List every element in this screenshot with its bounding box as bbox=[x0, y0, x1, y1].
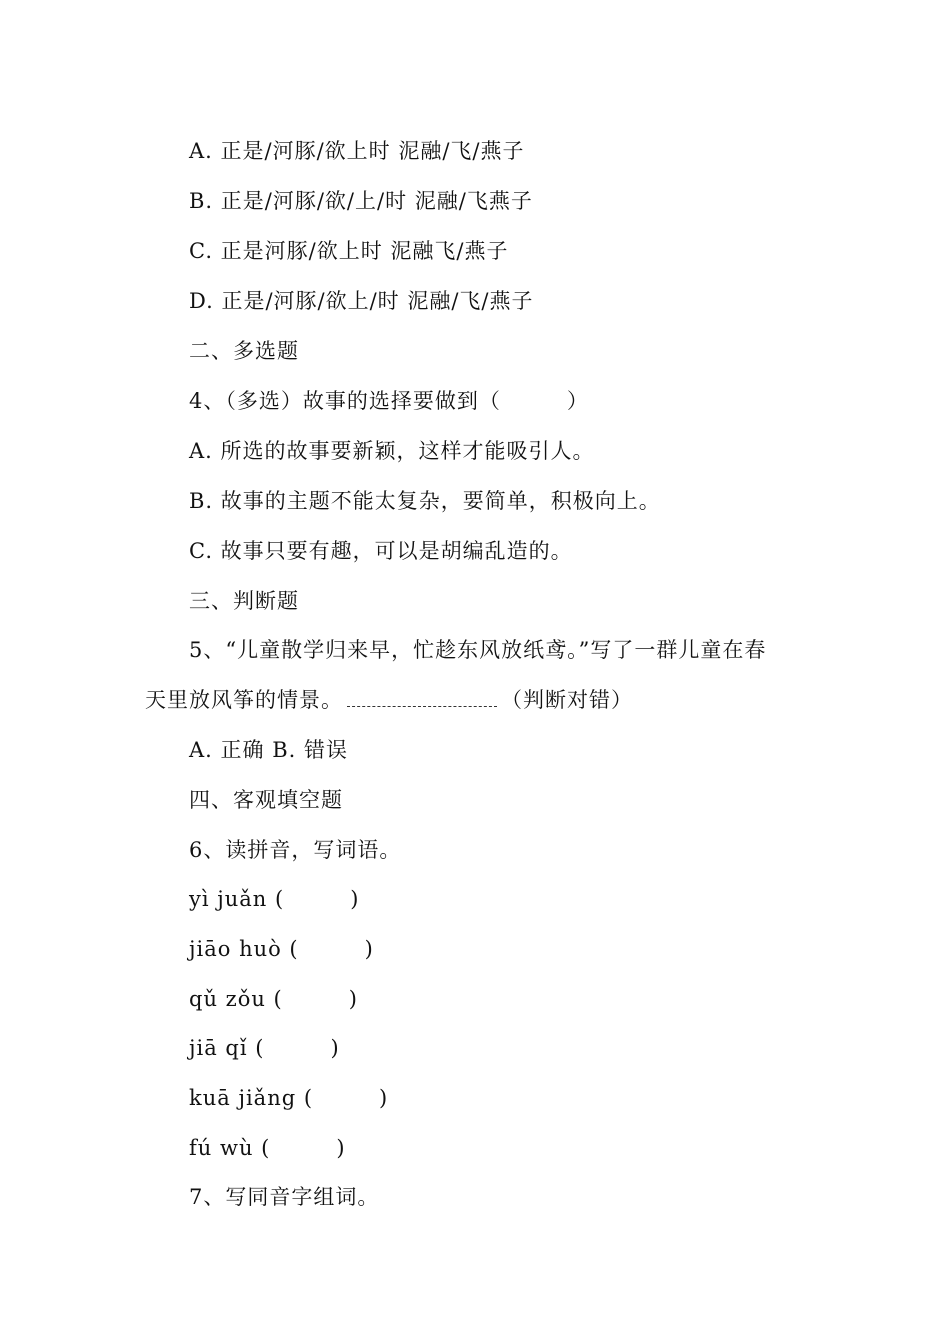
pinyin-item: kuā jiǎng ( ) bbox=[189, 1086, 389, 1110]
pinyin-item: fú wù ( ) bbox=[189, 1136, 346, 1160]
q4-option-b: B. 故事的主题不能太复杂，要简单，积极向上。 bbox=[189, 489, 661, 513]
pinyin-item: qǔ zǒu ( ) bbox=[189, 987, 358, 1011]
section-title-true-false: 三、判断题 bbox=[189, 589, 299, 613]
pinyin-item: yì juǎn ( ) bbox=[189, 887, 360, 911]
q3-option-d: D. 正是/河豚/欲上/时 泥融/飞/燕子 bbox=[189, 289, 534, 313]
question-6: 6、读拼音，写词语。 bbox=[189, 838, 402, 862]
pinyin-item: jiā qǐ ( ) bbox=[189, 1036, 340, 1060]
question-5-text: 天里放风筝的情景。 bbox=[145, 688, 343, 712]
section-title-multiple-choice: 二、多选题 bbox=[189, 339, 299, 363]
q3-option-b: B. 正是/河豚/欲/上/时 泥融/飞燕子 bbox=[189, 189, 533, 213]
section-title-fill-blank: 四、客观填空题 bbox=[189, 788, 343, 812]
q3-option-c: C. 正是河豚/欲上时 泥融飞/燕子 bbox=[189, 239, 509, 263]
question-5-line-1: 5、“儿童散学归来早，忙趁东风放纸鸢。”写了一群儿童在春 bbox=[189, 638, 767, 662]
question-5-line-2 bbox=[145, 686, 633, 714]
q4-option-a: A. 所选的故事要新颖，这样才能吸引人。 bbox=[189, 439, 595, 463]
question-7: 7、写同音字组词。 bbox=[189, 1185, 380, 1209]
q5-options: A. 正确 B. 错误 bbox=[189, 738, 348, 762]
q4-option-c: C. 故事只要有趣，可以是胡编乱造的。 bbox=[189, 539, 573, 563]
question-4: 4、（多选）故事的选择要做到（ ） bbox=[189, 389, 589, 413]
question-5-hint: （判断对错） bbox=[501, 688, 633, 712]
pinyin-item: jiāo huò ( ) bbox=[189, 937, 374, 961]
answer-blank[interactable] bbox=[347, 692, 497, 707]
q3-option-a: A. 正是/河豚/欲上时 泥融/飞/燕子 bbox=[189, 139, 525, 163]
